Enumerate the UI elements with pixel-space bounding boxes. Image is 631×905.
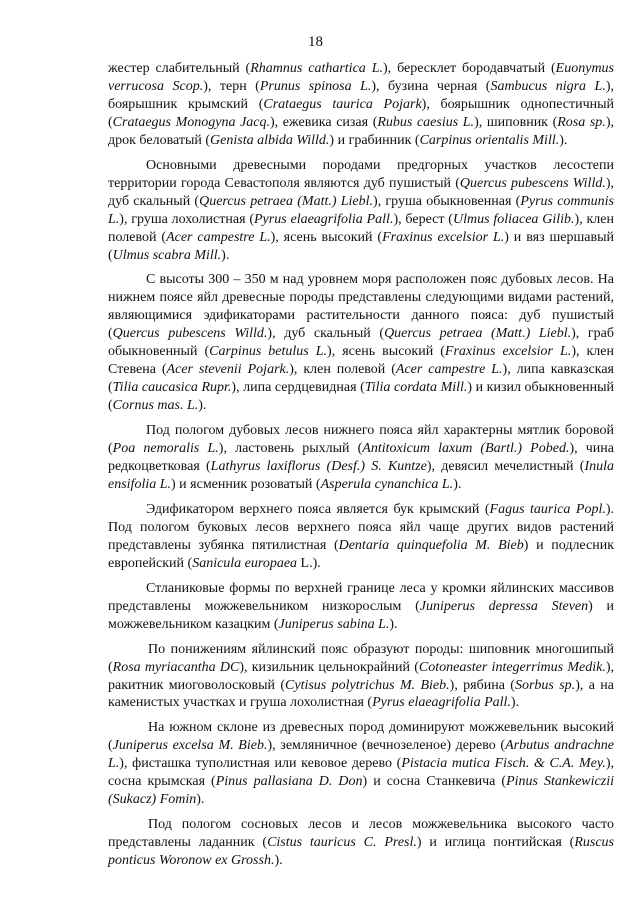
- species-name: Sorbus sp.: [514, 677, 576, 693]
- species-name: Pinus pallasiana D. Don: [215, 774, 363, 790]
- text-run: ), земляничное (вечнозеленое) дерево (: [267, 738, 506, 754]
- species-name: Pistacia mutica Fisch. & C.A. Mey.: [401, 756, 606, 772]
- species-name: Ulmus foliacea Gilib.: [452, 211, 575, 227]
- species-name: Antitoxicum laxum (Bartl.) Pobed.: [362, 441, 570, 457]
- species-name: Fraxinus excelsior L.: [444, 344, 572, 360]
- text-run: Основными древесными породами предгорных участков лесостепи территории города Севастополя являются дуб пушистый (: [108, 157, 614, 191]
- paragraph-p1: [108, 157, 614, 265]
- species-name: Cistus tauricus C. Presl.: [267, 835, 417, 851]
- text-run: ).: [453, 476, 462, 492]
- text-run: ), боярышник однопестичный (: [108, 96, 615, 130]
- text-run: ) и ясменник розоватый (: [171, 476, 321, 492]
- text-run: ), липа сердцевидная (: [231, 380, 365, 396]
- text-run: По понижениям яйлинский пояс образуют породы: шиповник многошипый (: [108, 641, 614, 675]
- text-run: жестер слабительный (: [108, 61, 251, 76]
- species-name: Dentaria quinquefolia M. Bieb: [338, 537, 524, 553]
- text-run: ), дуб скальный (: [267, 326, 385, 342]
- text-run: ), ясень высокий (: [327, 344, 445, 360]
- text-run: ) и грабинник (: [329, 132, 420, 148]
- species-name: Quercus petraea (Matt.) Liebl.: [199, 193, 374, 209]
- paragraph-p4: [108, 501, 614, 573]
- body-text: [108, 60, 614, 870]
- paragraph-p7: [108, 719, 614, 809]
- text-run: ).: [559, 132, 568, 148]
- text-run: L.).: [297, 555, 321, 571]
- species-name: Pyrus elaeagrifolia Pall.: [372, 695, 511, 711]
- species-name: Rubus caesius L.: [377, 114, 475, 130]
- paragraph-p5: [108, 580, 614, 634]
- text-run: С высоты 300 – 350 м над уровнем моря расположен пояс дубовых лесов. На нижнем поясе яйл древесные породы представлены следующими видами растений, являющимися эдификаторами растительности данного пояса: дуб пушистый (: [108, 272, 614, 342]
- species-name: Ulmus scabra Mill.: [112, 247, 222, 263]
- species-name: Acer campestre L.: [166, 229, 271, 245]
- species-name: Quercus petraea (Matt.) Liebl.: [384, 326, 572, 342]
- text-run: ) и кизил обыкновенный (: [108, 380, 614, 414]
- species-name: Rhamnus cathartica L.: [250, 61, 383, 76]
- text-run: Под пологом дубовых лесов нижнего пояса яйл характерны мятлик боровой (: [108, 423, 614, 457]
- text-run: ), груша лохолистная (: [119, 211, 254, 227]
- species-name: Carpinus orientalis Mill.: [419, 132, 560, 148]
- species-name: Prunus spinosa L.: [259, 78, 372, 94]
- species-name: Tilia cordata Mill.: [364, 380, 468, 396]
- paragraph-p6: [108, 641, 614, 713]
- species-name: Fagus taurica Popl.: [489, 501, 606, 517]
- text-run: ), ракитник миоговолосковый (: [108, 659, 614, 693]
- species-name: Cornus mas. L.: [112, 398, 199, 414]
- text-run: ), ежевика сизая (: [270, 114, 378, 130]
- text-run: ), терн (: [203, 78, 260, 94]
- paragraph-p3: [108, 422, 614, 494]
- text-run: ), бересклет бородавчатый (: [383, 61, 556, 76]
- species-name: Genista albida Willd.: [210, 132, 330, 148]
- text-run: ), девясил мечелистный (: [426, 459, 585, 475]
- paragraph-p0: [108, 60, 614, 150]
- text-run: ).: [274, 853, 283, 869]
- species-name: Arbutus andrachne L.: [108, 738, 614, 772]
- species-name: Poa nemoralis L.: [112, 441, 219, 457]
- species-name: Lathyrus laxiflorus (Desf.) S. Kuntze: [210, 459, 427, 475]
- species-name: Fraxinus excelsior L.: [382, 229, 505, 245]
- text-run: ) и сосна Станкевича (: [362, 774, 507, 790]
- text-run: ), рябина (: [449, 677, 515, 693]
- species-name: Quercus pubescens Willd.: [112, 326, 268, 342]
- paragraph-p8: [108, 816, 614, 870]
- text-run: ), дрок беловатый (: [108, 114, 614, 148]
- text-run: ).: [198, 398, 207, 414]
- text-run: ), берест (: [393, 211, 453, 227]
- species-name: Sambucus nigra L.: [490, 78, 606, 94]
- species-name: Juniperus depressa Steven: [419, 598, 589, 614]
- text-run: ), граб обыкновенный (: [108, 326, 614, 360]
- text-run: Под пологом сосновых лесов и лесов можжевельника высокого часто представлены ладанник (: [108, 817, 614, 851]
- species-name: Juniperus sabina L.: [278, 616, 390, 632]
- text-run: ).: [221, 247, 230, 263]
- text-run: ) и иглица понтийская (: [416, 835, 575, 851]
- text-run: Стланиковые формы по верхней границе леса у кромки яйлинских массивов представлены можжевельником низкорослым (: [108, 580, 614, 614]
- text-run: ).: [510, 695, 520, 711]
- text-run: ), фисташка туполистная или кевовое дерево (: [119, 756, 402, 772]
- paragraph-p2: [108, 271, 614, 415]
- species-name: Rosa myriacantha DC: [112, 659, 240, 675]
- text-run: ), клен полевой (: [108, 211, 615, 245]
- text-run: ) и подлесник европейский (: [108, 537, 614, 571]
- text-run: ), сосна крымская (: [108, 756, 615, 790]
- text-run: ), боярышник крымский (: [108, 78, 615, 112]
- species-name: Acer campestre L.: [395, 362, 503, 378]
- species-name: Inula ensifolia L.: [108, 459, 614, 492]
- text-run: ), ясень высокий (: [270, 229, 383, 245]
- text-run: ), клен Стевена (: [108, 344, 614, 378]
- text-run: ), а на каменистых участках и груша лохолистная (: [108, 677, 614, 711]
- text-run: ), липа кавказская (: [108, 362, 614, 396]
- species-name: Sanicula europaea: [192, 555, 298, 571]
- text-run: ), шиповник (: [474, 114, 558, 130]
- species-name: Acer stevenii Pojark.: [166, 362, 290, 378]
- species-name: Euonymus verrucosa Scop.: [108, 61, 614, 94]
- text-run: ), кизильник цельнокрайний (: [239, 659, 419, 675]
- text-run: ), чина редкоцветковая (: [108, 441, 614, 475]
- species-name: Cytisus polytrichus M. Bieb.: [285, 677, 450, 693]
- species-name: Crataegus taurica Pojark: [263, 96, 422, 112]
- species-name: Tilia caucasica Rupr.: [112, 380, 232, 396]
- text-run: ).: [196, 792, 205, 808]
- text-run: ), бузина черная (: [371, 78, 491, 94]
- text-run: ) и вяз шершавый (: [108, 229, 614, 263]
- species-name: Quercus pubescens Willd.: [459, 175, 606, 191]
- text-run: Эдификатором верхнего пояса является бук крымский (: [146, 501, 490, 517]
- text-run: ), груша обыкновенная (: [373, 193, 521, 209]
- species-name: Cotoneaster integerrimus Medik.: [418, 659, 606, 675]
- text-run: ). Под пологом буковых лесов верхнего пояса яйл чаще других видов растений представлены зубянка пятилистная (: [108, 501, 614, 553]
- text-run: На южном склоне из древесных пород доминируют можжевельник высокий (: [108, 720, 614, 754]
- species-name: Juniperus excelsa M. Bieb.: [112, 738, 268, 754]
- species-name: Crataegus Monogyna Jacq.: [112, 114, 271, 130]
- species-name: Asperula cynanchica L.: [320, 476, 454, 492]
- species-name: Carpinus betulus L.: [209, 344, 328, 360]
- text-run: ), ластовень рыхлый (: [218, 441, 363, 457]
- species-name: Pyrus elaeagrifolia Pall.: [254, 211, 394, 227]
- text-run: ), дуб скальный (: [108, 175, 614, 209]
- species-name: Rosa sp.: [557, 114, 606, 130]
- species-name: Ruscus ponticus Woronow ex Grossh.: [108, 835, 614, 869]
- species-name: Pinus Stankewiczii (Sukacz) Fomin: [108, 774, 614, 808]
- text-run: ) и можжевельником казацким (: [108, 598, 615, 632]
- text-run: ).: [389, 616, 398, 632]
- page-number: 18: [308, 34, 323, 50]
- text-run: ), клен полевой (: [289, 362, 396, 378]
- species-name: Pyrus communis L.: [108, 193, 614, 227]
